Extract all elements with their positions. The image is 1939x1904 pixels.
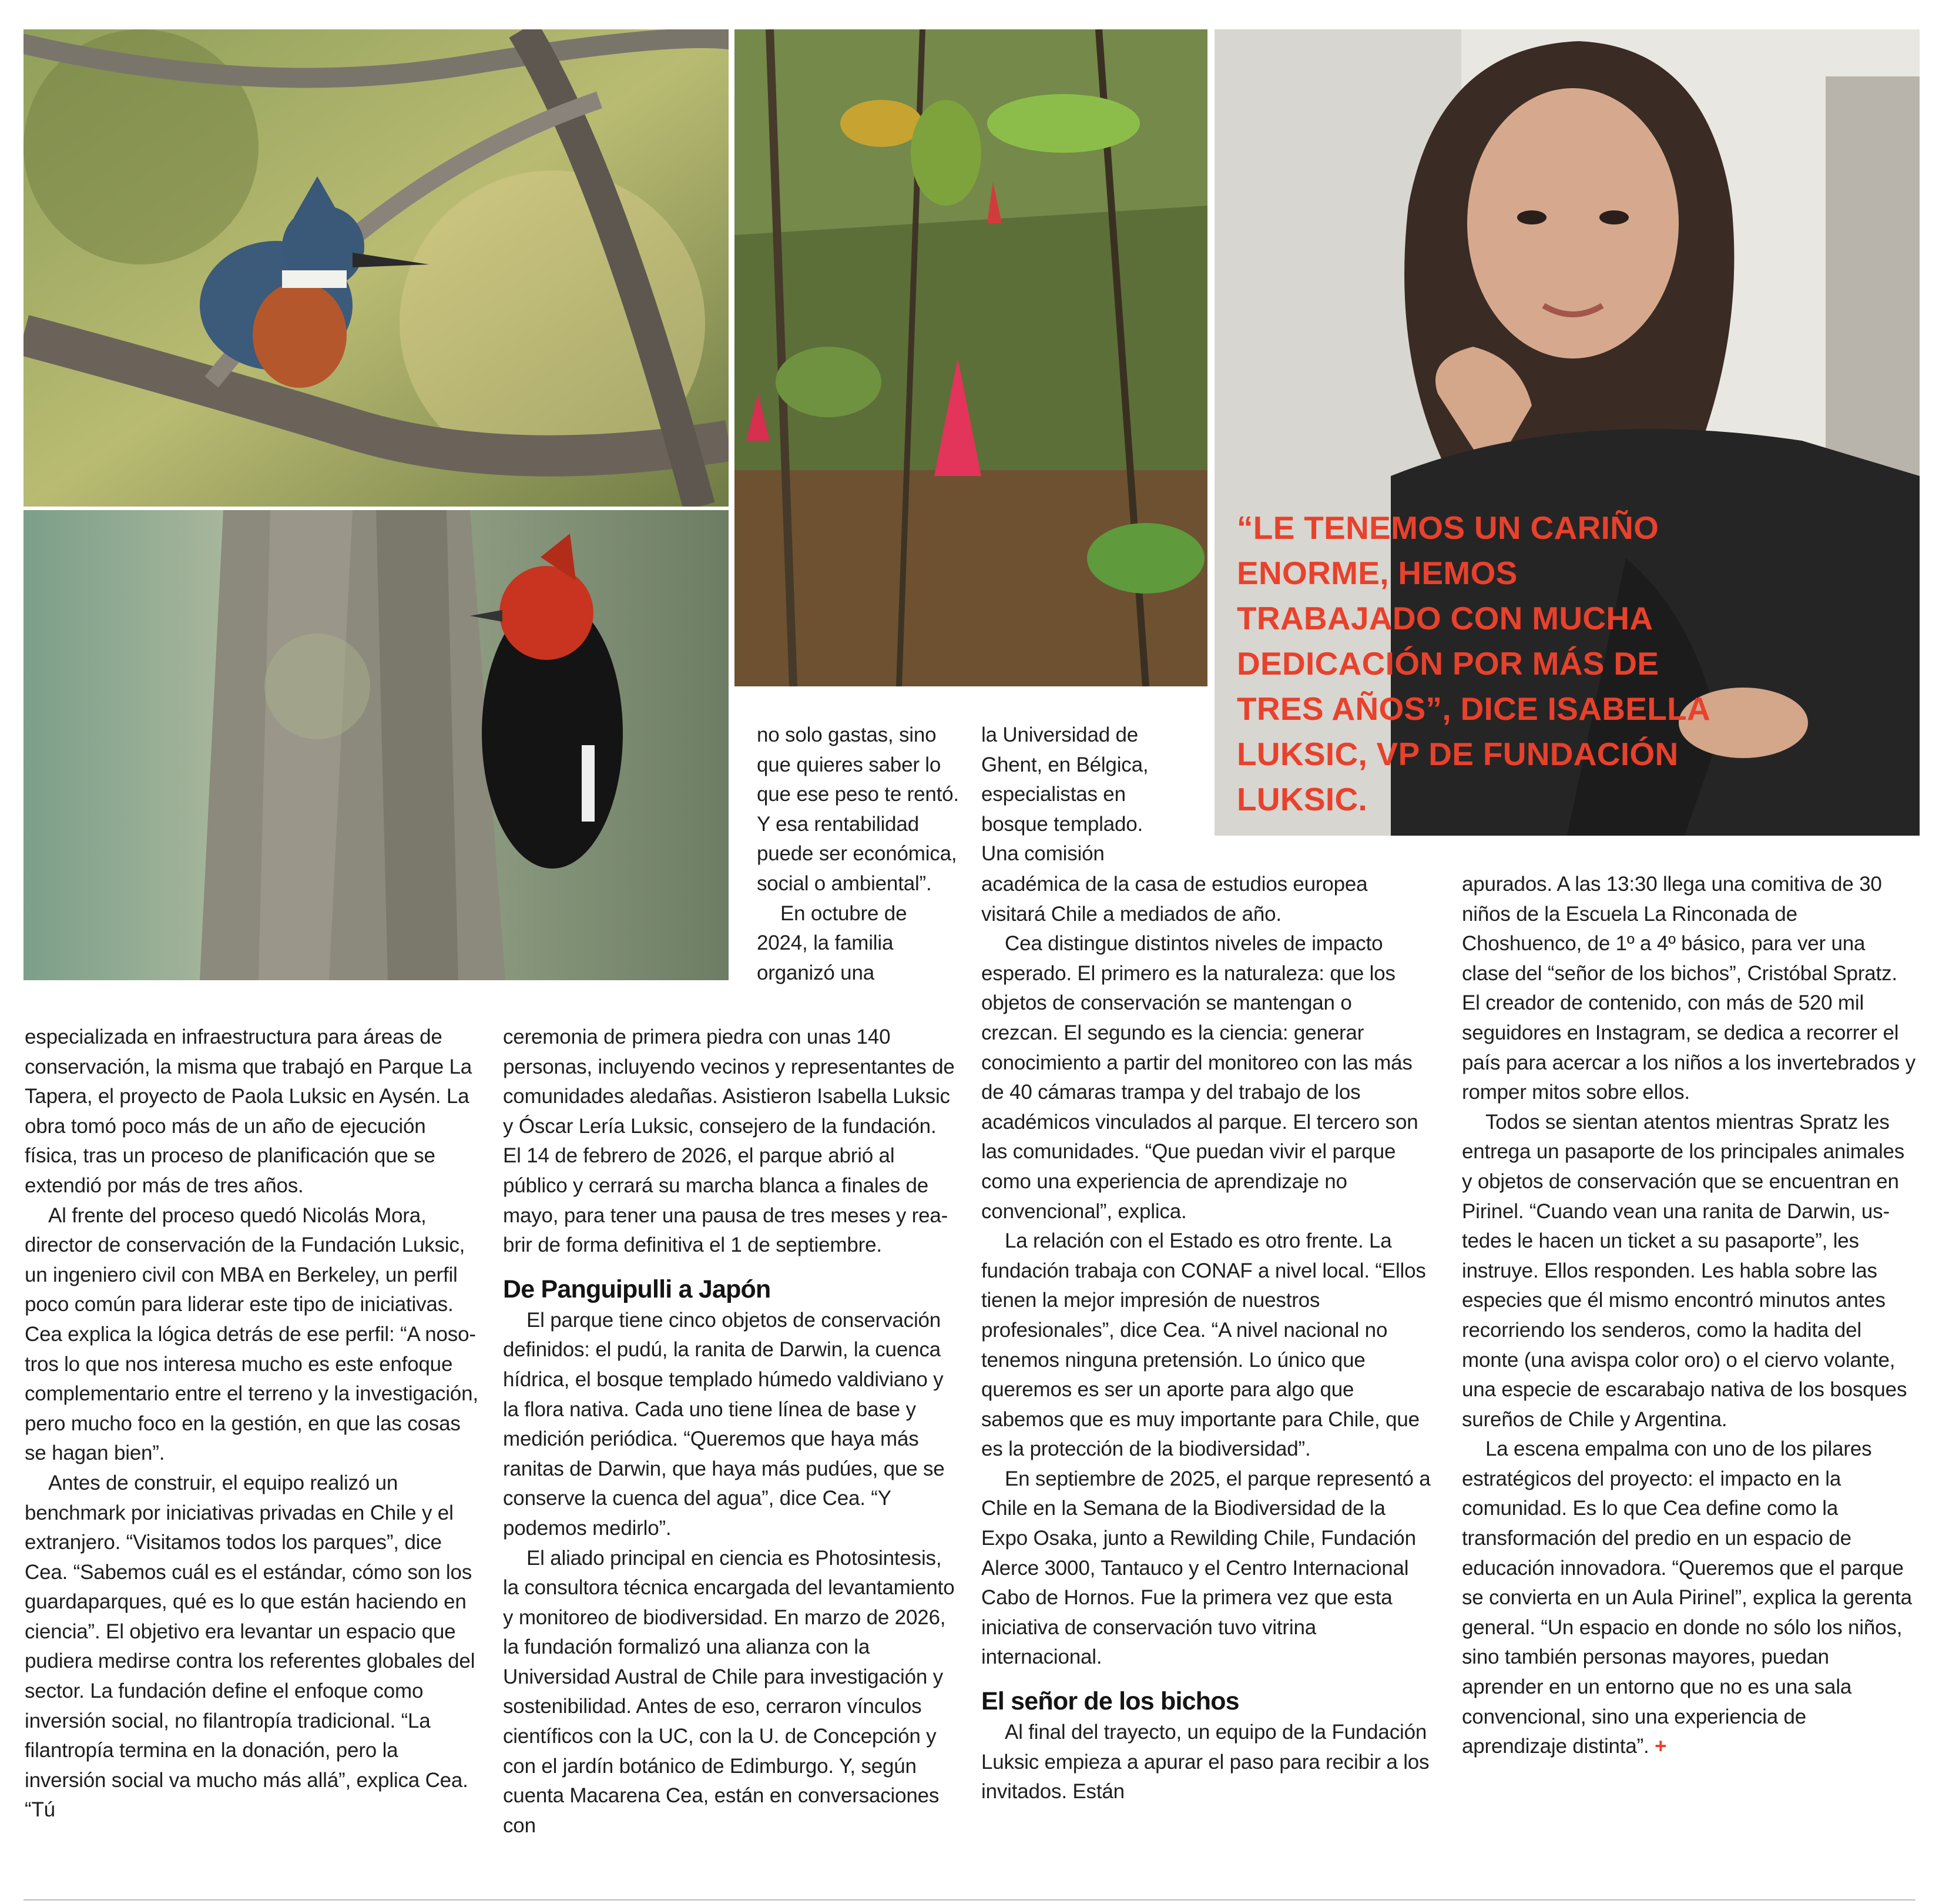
body-paragraph: ceremonia de primera piedra con unas 140 personas, incluyendo vecinos y representantes de comunidades aledañas. Asistieron Isabella Luksic y Óscar Lería Luksic, consejero de la fundación. El 14 de febrero de 2026, el parque abrió al público y cerrará su marcha blanca a finales de mayo, para tener una pausa de tres meses y reabrir de forma definitiva el 1 de septiembre. — [503, 1025, 955, 1257]
body-paragraph: El parque tiene cinco objetos de conservación definidos: el pudú, la ranita de Darwin, la cuenca hídrica, el bosque templado húmedo valdiviano y la flora nativa. Cada uno tiene línea de base y medición periódica. “Queremos que haya más ranitas de Darwin, que haya más pudúes, que se conserve la cuenca del agua”, dice Cea. “Y podemos medirlo”. — [503, 1308, 945, 1540]
body-paragraph: la Universidad de Ghent, en Bélgica, especialistas en bosque templado. Una comisión — [981, 723, 1149, 866]
closing-paragraph-text: La escena empalma con uno de los pilares estratégicos del proyecto: el impacto en la comunidad. Es lo que Cea define como la transformación del predio en un espacio de educación innovadora. “Queremos que el parque se convierta en un Aula Pirinel”, explica la gerenta general. “Un espacio en donde no sólo los niños, sino también personas mayores, puedan aprender en un entorno que no es una sala convencional, sino una experiencia de aprendizaje distinta”. — [1462, 1437, 1912, 1758]
body-paragraph: En octubre de 2024, la familia organizó una — [757, 901, 907, 984]
body-paragraph: Cea distingue distintos niveles de impacto esperado. El primero es la naturaleza: que los objetos de conservación se mantengan o crezcan. El segundo es la ciencia: generar conocimiento a partir del monitoreo con las más de 40 cámaras trampa y del trabajo de los académicos vinculados al parque. El tercero son las comunidades. “Que puedan vivir el parque como una experiencia de aprendizaje no convencional”, explica. — [981, 932, 1418, 1223]
column-4 — [1462, 870, 1915, 1762]
body-paragraph: no solo gastas, sino que quieres saber lo que ese peso te rentó. Y esa rentabilidad puede ser económica, social o ambiental”. — [757, 723, 959, 895]
body-paragraph: En septiembre de 2025, el parque representó a Chile en la Semana de la Biodiversidad de la Expo Osaka, junto a Rewilding Chile, Fundación Alerce 3000, Tantauco y el Centro Internacional Cabo de Hornos. Fue la primera vez que esta iniciativa de conservación tuvo vitrina internacional. — [981, 1467, 1431, 1669]
column-2 — [503, 1023, 955, 1841]
body-paragraph: Antes de construir, el equipo realizó un benchmark por iniciativas privadas en Chile y el extranjero. “Visitamos todos los parques”, dice Cea. “Sabemos cuál es el estándar, cómo son los guardaparques, qué es lo que están haciendo en ciencia”. El objetivo era levantar un espacio que pudiera medirse contra los referentes globales del sector. La fundación define el enfoque como inversión social, no filantropía tradicional. “La filantropía termina en la donación, pero la inversión social va mucho más allá”, explica Cea. “Tú — [25, 1471, 475, 1822]
woodpecker-bird-photo — [24, 510, 729, 980]
forest-flowers-photo — [734, 29, 1207, 686]
body-paragraph — [1462, 1434, 1915, 1762]
body-paragraph: Todos se sientan atentos mientras Spratz les entrega un pasaporte de los principales animales y objetos de conservación que se encuentran en Pirinel. “Cuando vean una ranita de Darwin, ustedes le hacen un ticket a su pasaporte”, les instruye. Ellos responden. Les habla sobre las especies que él mismo encontró minutos antes recorriendo los senderos, como la hadita del monte (una avispa color oro) o el ciervo volante, una especie de escarabajo nativa de los bosques sureños de Chile y Argentina. — [1462, 1110, 1907, 1431]
body-paragraph: apurados. A las 13:30 llega una comitiva de 30 niños de la Escuela La Rinconada de Choshuenco, de 1º a 4º básico, para ver una clase del “señor de los bichos”, Cristóbal Spratz. El creador de contenido, con más de 520 mil seguidores en Instagram, se dedica a recorrer el país para acercar a los niños a los invertebrados y romper mitos sobre ellos. — [1462, 873, 1915, 1104]
body-paragraph: La relación con el Estado es otro frente. La fundación trabaja con CONAF a nivel local. “Ellos tienen la mejor impresión de nuestros profesionales”, dice Cea. “A nivel nacional no tenemos ninguna pretensión. Lo único que queremos es ser un aporte para algo que sabemos que es muy importante para Chile, que es la protección de la biodiversidad”. — [981, 1229, 1426, 1461]
column-2-top — [757, 720, 962, 988]
section-heading: De Panguipulli a Japón — [503, 1275, 771, 1303]
end-mark: + — [1655, 1735, 1667, 1758]
pull-quote: “LE TENEMOS UN CARIÑO ENORME, HEMOS TRABAJADO CON MUCHA DEDICACIÓN POR MÁS DE TRES AÑOS”, DICE ISABELLA LUKSIC, VP DE FUNDACIÓN LUKSIC. — [1237, 509, 1710, 817]
bottom-rule — [24, 1899, 1915, 1900]
column-3-top — [981, 720, 1175, 869]
kingfisher-bird-photo — [24, 29, 729, 507]
column-3 — [981, 870, 1434, 1807]
body-paragraph: Al final del trayecto, un equipo de la Fundación Luksic empieza a apurar el paso para recibir a los invitados. Están — [981, 1721, 1430, 1804]
body-paragraph: académica de la casa de estudios europea visitará Chile a mediados de año. — [981, 873, 1368, 926]
column-1 — [25, 1023, 478, 1825]
body-paragraph: especializada en infraestructura para áreas de conservación, la misma que trabajó en Parque La Tapera, el proyecto de Paola Luksic en Aysén. La obra tomó poco más de un año de ejecución física, tras un proceso de planificación que se extendió por más de tres años. — [25, 1025, 472, 1197]
section-heading: El señor de los bichos — [981, 1687, 1239, 1716]
body-paragraph: Al frente del proceso quedó Nicolás Mora, director de conservación de la Fundación Luksic, un ingeniero civil con MBA en Berkeley, un perfil poco común para liderar este tipo de iniciativas. Cea explica la lógica detrás de ese perfil: “A nosotros lo que nos interesa mucho es este enfoque complementario entre el terreno y la investigación, pero mucho foco en la gestión, en que las cosas se hagan bien”. — [25, 1204, 478, 1465]
body-paragraph: El aliado principal en ciencia es Photosintesis, la consultora técnica encargada del levantamiento y monitoreo de biodiversidad. En marzo de 2026, la fundación formalizó una alianza con la Universidad Austral de Chile para investigación y sostenibilidad. Antes de eso, cerraron vínculos científicos con la UC, con la U. de Concepción y con el jardín botánico de Edimburgo. Y, según cuenta Macarena Cea, están en conversaciones con — [503, 1546, 955, 1837]
